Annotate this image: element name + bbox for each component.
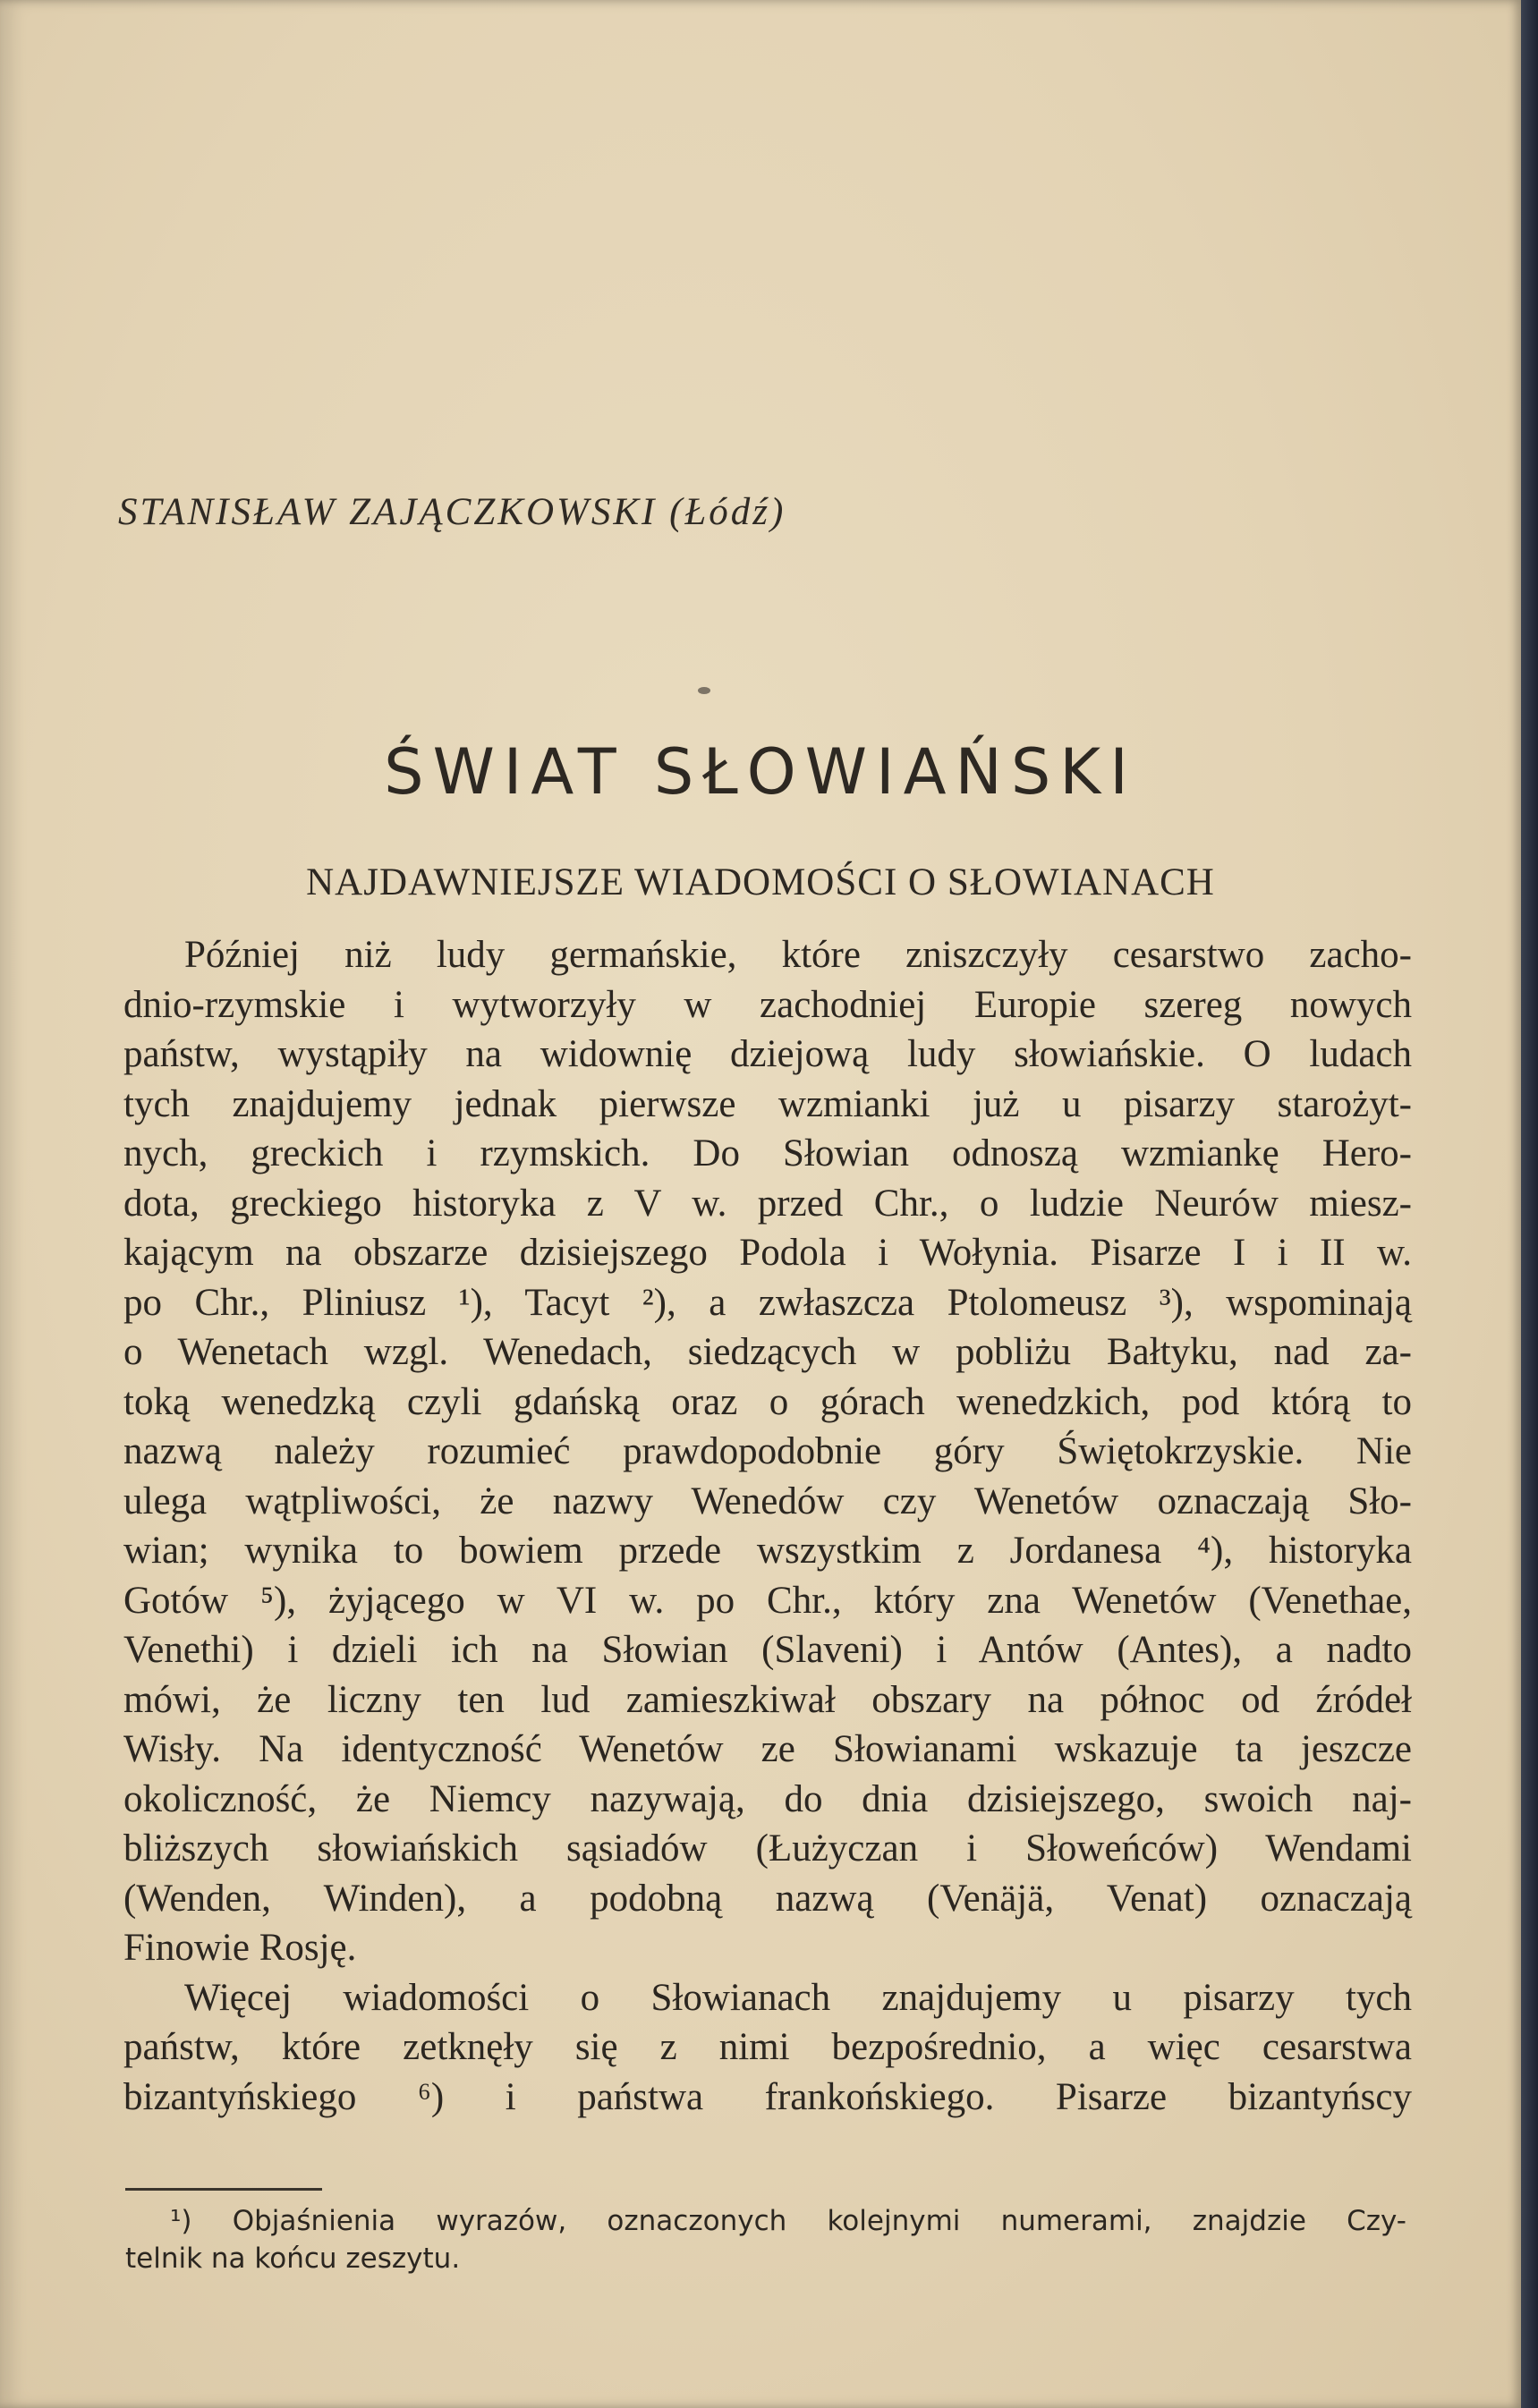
text-line: ulega wątpliwości, że nazwy Wenedów czy Wenetów oznaczają Sło-: [123, 1480, 1412, 1522]
text-line: bliższych słowiańskich sąsiadów (Łużyczan i Słoweńców) Wendami: [123, 1827, 1412, 1870]
text-line: bizantyńskiego ⁶) i państwa frankońskiego. Pisarze bizantyńscy: [123, 2075, 1412, 2118]
text-line: dnio-rzymskie i wytworzyły w zachodniej Europie szereg nowych: [123, 983, 1412, 1026]
text-line: toką wenedzką czyli gdańską oraz o górach wenedzkich, pod którą to: [123, 1380, 1412, 1423]
text-line: tych znajdujemy jednak pierwsze wzmianki już u pisarzy starożyt-: [123, 1082, 1412, 1125]
text-line: Więcej wiadomości o Słowianach znajdujemy u pisarzy tych: [184, 1976, 1412, 2019]
text-line: Gotów ⁵), żyjącego w VI w. po Chr., który zna Wenetów (Venethae,: [123, 1579, 1412, 1622]
author-line: STANISŁAW ZAJĄCZKOWSKI (Łódź): [118, 491, 786, 533]
text-line: Później niż ludy germańskie, które zniszczyły cesarstwo zacho-: [184, 934, 1412, 976]
book-cover-edge: [1521, 0, 1538, 2408]
text-line: Wisły. Na identyczność Wenetów ze Słowianami wskazuje ta jeszcze: [123, 1728, 1412, 1770]
footnote: [125, 2202, 1406, 2277]
text-line: państw, które zetknęły się z nimi bezpośrednio, a więc cesarstwa: [123, 2026, 1412, 2068]
text-line: państw, wystąpiły na widownię dziejową ludy słowiańskie. O ludach: [123, 1033, 1412, 1075]
text-line: nych, greckich i rzymskich. Do Słowian odnoszą wzmiankę Hero-: [123, 1132, 1412, 1174]
text-line: Finowie Rosję.: [123, 1927, 357, 1969]
footnote-line: ¹) Objaśnienia wyrazów, oznaczonych kolejnymi numerami, znajdzie Czy-: [170, 2205, 1406, 2237]
body-text: [123, 930, 1412, 2122]
chapter-title: ŚWIAT SŁOWIAŃSKI: [384, 735, 1137, 809]
text-line: o Wenetach wzgl. Wenedach, siedzących w pobliżu Bałtyku, nad za-: [123, 1331, 1412, 1373]
paper-speck: [698, 687, 710, 694]
text-line: po Chr., Pliniusz ¹), Tacyt ²), a zwłaszcza Ptolomeusz ³), wspominają: [123, 1281, 1412, 1324]
text-line: dota, greckiego historyka z V w. przed Chr., o ludzie Neurów miesz-: [123, 1182, 1412, 1225]
text-line: (Wenden, Winden), a podobną nazwą (Venäjä, Venat) oznaczają: [123, 1877, 1412, 1920]
footnote-line: telnik na końcu zeszytu.: [125, 2243, 461, 2275]
text-line: kającym na obszarze dzisiejszego Podola i Wołynia. Pisarze I i II w.: [123, 1232, 1412, 1274]
text-line: mówi, że liczny ten lud zamieszkiwał obszary na północ od źródeł: [123, 1678, 1412, 1721]
text-line: wian; wynika to bowiem przede wszystkim z Jordanesa ⁴), historyka: [123, 1530, 1412, 1572]
text-line: Venethi) i dzieli ich na Słowian (Slaveni) i Antów (Antes), a nadto: [123, 1629, 1412, 1671]
text-line: nazwą należy rozumieć prawdopodobnie góry Świętokrzyskie. Nie: [123, 1430, 1412, 1472]
text-line: okoliczność, że Niemcy nazywają, do dnia dzisiejszego, swoich naj-: [123, 1777, 1412, 1820]
chapter-subtitle: NAJDAWNIEJSZE WIADOMOŚCI O SŁOWIANACH: [306, 861, 1215, 903]
footnote-divider: [125, 2188, 322, 2191]
